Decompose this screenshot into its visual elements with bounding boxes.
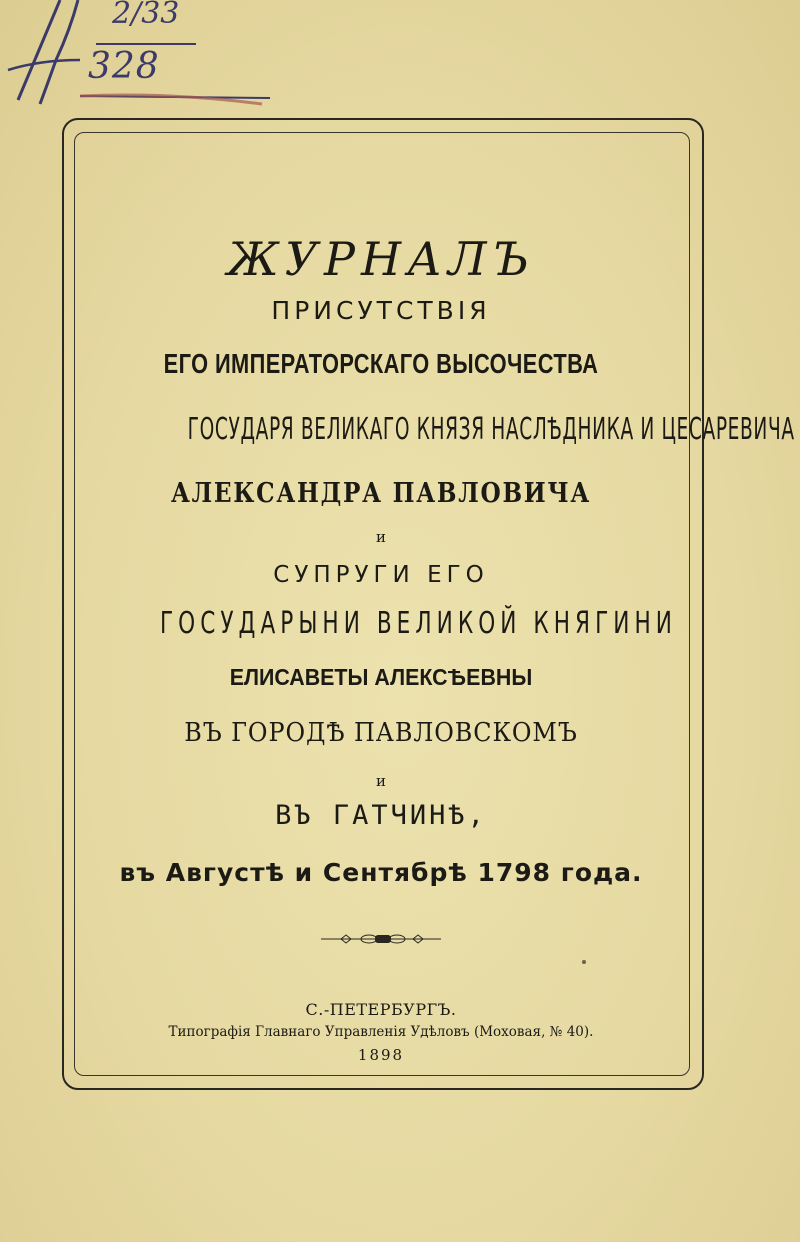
pavlovsk-line: ВЪ ГОРОДѢ ПАВЛОВСКОМЪ: [184, 718, 578, 748]
ornament-divider: [319, 932, 443, 946]
imprint-printer: Типографія Главнаго Управленія Удѣловъ (Моховая, № 40).: [168, 1024, 594, 1040]
conjunction-and-1: и: [376, 528, 386, 546]
conjunction-and-2: и: [376, 772, 386, 790]
grand-duchess-line: ГОСУДАРЫНИ ВЕЛИКОЙ КНЯГИНИ: [159, 606, 677, 641]
shelf-number-top: 2/33: [112, 0, 180, 31]
shelf-number-bottom: 328: [88, 46, 160, 87]
journal-title: ЖУРНАЛЪ: [227, 232, 535, 286]
alexander-line: АЛЕКСАНДРА ПАВЛОВИЧА: [170, 478, 592, 509]
gatchina-line: ВЪ ГАТЧИНѢ,: [275, 800, 487, 831]
spouse-line: СУПРУГИ ЕГО: [273, 562, 489, 588]
handwritten-shelf-mark: [0, 0, 300, 120]
imprint-city: С.-ПЕТЕРБУРГЪ.: [305, 1000, 457, 1019]
presence-line: ПРИСУТСТВІЯ: [271, 296, 491, 325]
elizabeth-line: ЕЛИСАВЕТЫ АЛЕКСѢЕВНЫ: [229, 664, 533, 690]
imprint-year: 1898: [357, 1046, 405, 1064]
date-line: въ Августѣ и Сентябрѣ 1798 года.: [119, 858, 643, 887]
paper-speck: [582, 960, 586, 964]
grand-duke-line: ГОСУДАРЯ ВЕЛИКАГО КНЯЗЯ НАСЛѢДНИКА И ЦЕСАРЕВИЧА: [187, 412, 795, 447]
highness-line: ЕГО ИМПЕРАТОРСКАГО ВЫСОЧЕСТВА: [163, 348, 599, 379]
